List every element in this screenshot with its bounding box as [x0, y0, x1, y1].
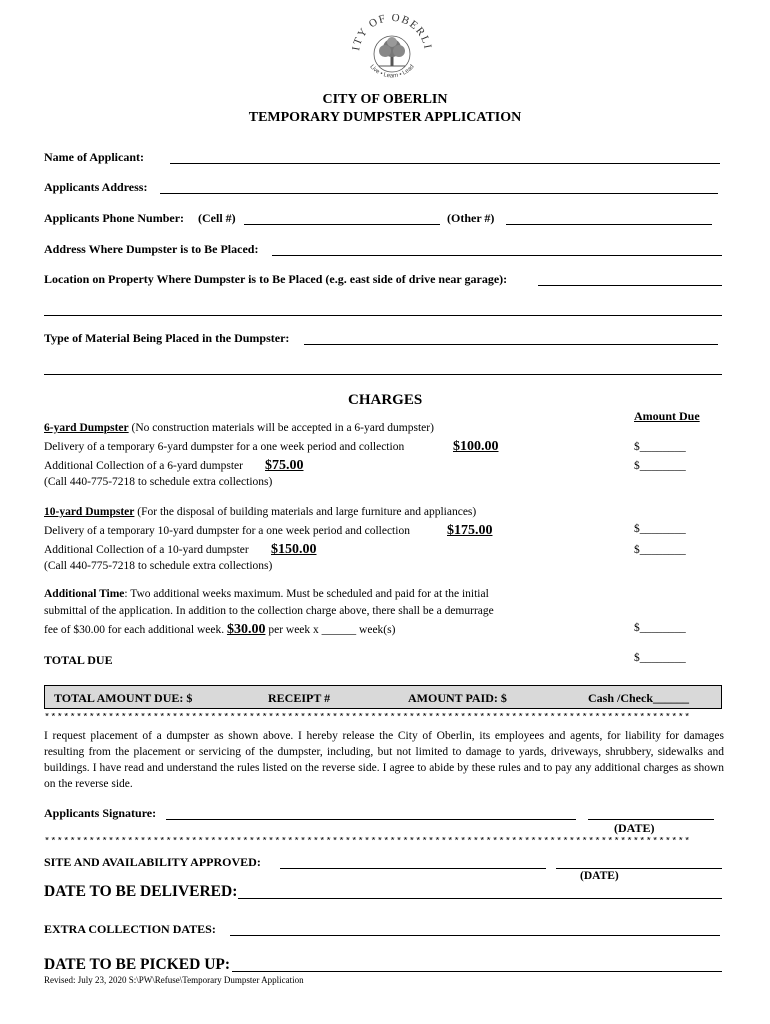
- header-line1: CITY OF OBERLIN: [322, 92, 448, 107]
- six-yard-heading: 6-yard Dumpster: [44, 422, 129, 434]
- delivered-field[interactable]: [238, 898, 722, 899]
- additional-time-line3: [44, 622, 395, 638]
- logo-motto: Live • Learn • Lead: [368, 64, 416, 80]
- name-field[interactable]: [170, 163, 720, 164]
- ten-yard-delivery-price: $175.00: [447, 523, 493, 538]
- office-receipt-label: RECEIPT #: [268, 691, 331, 705]
- separator-stars-1: *****************************************************************************************************: [44, 713, 691, 724]
- office-paid-label: AMOUNT PAID: $: [408, 691, 507, 705]
- ten-yard-additional: Additional Collection of a 10-yard dumpster: [44, 544, 249, 556]
- six-yard-delivery-price: $100.00: [453, 439, 499, 454]
- office-cash-label: Cash /Check______: [588, 691, 690, 705]
- address-label: Applicants Address:: [44, 180, 148, 194]
- city-seal-logo: [349, 14, 435, 84]
- location-field[interactable]: [538, 285, 722, 286]
- additional-time-line1: [44, 588, 489, 600]
- location-field-line2[interactable]: [44, 315, 722, 316]
- ten-yard-additional-price: $150.00: [271, 542, 317, 557]
- material-field[interactable]: [304, 344, 718, 345]
- other-label: (Other #): [447, 211, 495, 225]
- cell-label: (Cell #): [198, 211, 236, 225]
- ten-yard-delivery-amount[interactable]: $________: [634, 523, 686, 535]
- other-field[interactable]: [506, 224, 712, 225]
- amount-due-header: Amount Due: [634, 409, 700, 423]
- additional-time-text3a: fee of $30.00 for each additional week.: [44, 624, 225, 636]
- total-due-label: TOTAL DUE: [44, 653, 113, 667]
- delivered-label: DATE TO BE DELIVERED:: [44, 883, 238, 900]
- approval-label: SITE AND AVAILABILITY APPROVED:: [44, 855, 261, 869]
- signature-date-field[interactable]: [588, 819, 714, 820]
- cell-field[interactable]: [244, 224, 440, 225]
- picked-field[interactable]: [232, 971, 722, 972]
- approval-date-field[interactable]: [556, 868, 722, 869]
- address-field[interactable]: [160, 193, 718, 194]
- ten-yard-additional-amount[interactable]: $________: [634, 544, 686, 556]
- ten-yard-call: (Call 440-775-7218 to schedule extra collections): [44, 560, 273, 572]
- additional-time-label: Additional Time: [44, 588, 125, 600]
- six-yard-note: (No construction materials will be accepted in a 6-yard dumpster): [131, 422, 434, 434]
- six-yard-additional: Additional Collection of a 6-yard dumpster: [44, 460, 243, 472]
- additional-time-amount[interactable]: $________: [634, 622, 686, 634]
- additional-time-price: $30.00: [226, 622, 266, 637]
- material-label: Type of Material Being Placed in the Dumpster:: [44, 331, 290, 345]
- ten-yard-note: (For the disposal of building materials and large furniture and appliances): [137, 506, 477, 518]
- picked-label: DATE TO BE PICKED UP:: [44, 956, 231, 973]
- approval-date-label: (DATE): [580, 870, 619, 882]
- extra-collection-field[interactable]: [230, 935, 720, 936]
- revision-footer: Revised: July 23, 2020 S:\PW\Refuse\Temporary Dumpster Application: [44, 975, 304, 985]
- six-yard-additional-price: $75.00: [265, 458, 304, 473]
- ten-yard-heading-row: [44, 506, 476, 518]
- six-yard-delivery: Delivery of a temporary 6-yard dumpster for a one week period and collection: [44, 441, 405, 453]
- six-yard-heading-row: [44, 422, 434, 434]
- approval-field[interactable]: [280, 868, 546, 869]
- extra-collection-label: EXTRA COLLECTION DATES:: [44, 922, 216, 936]
- additional-time-line2: submittal of the application. In addition to the collection charge above, there shall be a demurrage: [44, 605, 494, 617]
- phone-label: Applicants Phone Number:: [44, 211, 185, 225]
- name-label: Name of Applicant:: [44, 150, 144, 164]
- logo-city-text: ITY OF OBERLI: [350, 14, 434, 52]
- additional-time-text3b: per week x ______ week(s): [268, 624, 396, 636]
- signature-date-label: (DATE): [614, 821, 655, 835]
- additional-time-text1: : Two additional weeks maximum. Must be scheduled and paid for at the initial: [124, 588, 489, 600]
- ten-yard-heading: 10-yard Dumpster: [44, 506, 135, 518]
- total-due-amount[interactable]: $________: [634, 652, 686, 664]
- six-yard-delivery-amount[interactable]: $________: [634, 441, 686, 453]
- six-yard-call: (Call 440-775-7218 to schedule extra collections): [44, 476, 273, 488]
- office-total-label: TOTAL AMOUNT DUE: $: [54, 691, 193, 705]
- ten-yard-delivery: Delivery of a temporary 10-yard dumpster for a one week period and collection: [44, 525, 410, 537]
- material-field-line2[interactable]: [44, 374, 722, 375]
- separator-stars-2: *****************************************************************************************************: [44, 837, 691, 848]
- header-line2: TEMPORARY DUMPSTER APPLICATION: [248, 110, 522, 125]
- dumpster-address-label: Address Where Dumpster is to Be Placed:: [44, 242, 259, 256]
- signature-label: Applicants Signature:: [44, 806, 157, 820]
- dumpster-address-field[interactable]: [272, 255, 722, 256]
- six-yard-additional-amount[interactable]: $________: [634, 460, 686, 472]
- charges-title: CHARGES: [348, 392, 423, 408]
- location-label: Location on Property Where Dumpster is to Be Placed (e.g. east side of drive near garage):: [44, 272, 508, 286]
- agreement-text: I request placement of a dumpster as shown above. I hereby release the City of Oberlin, its employees and agents, for liability for damages resulting from the placement or servicing of the dumpster, including, but not limited to damage to yards, driveways, shrubbery, sidewalks and buildings. I have read and understand the rules listed on the reverse side. I agree to abide by these rules and to pay any additional charges as shown on the reverse side.: [44, 730, 724, 790]
- signature-field[interactable]: [166, 819, 576, 820]
